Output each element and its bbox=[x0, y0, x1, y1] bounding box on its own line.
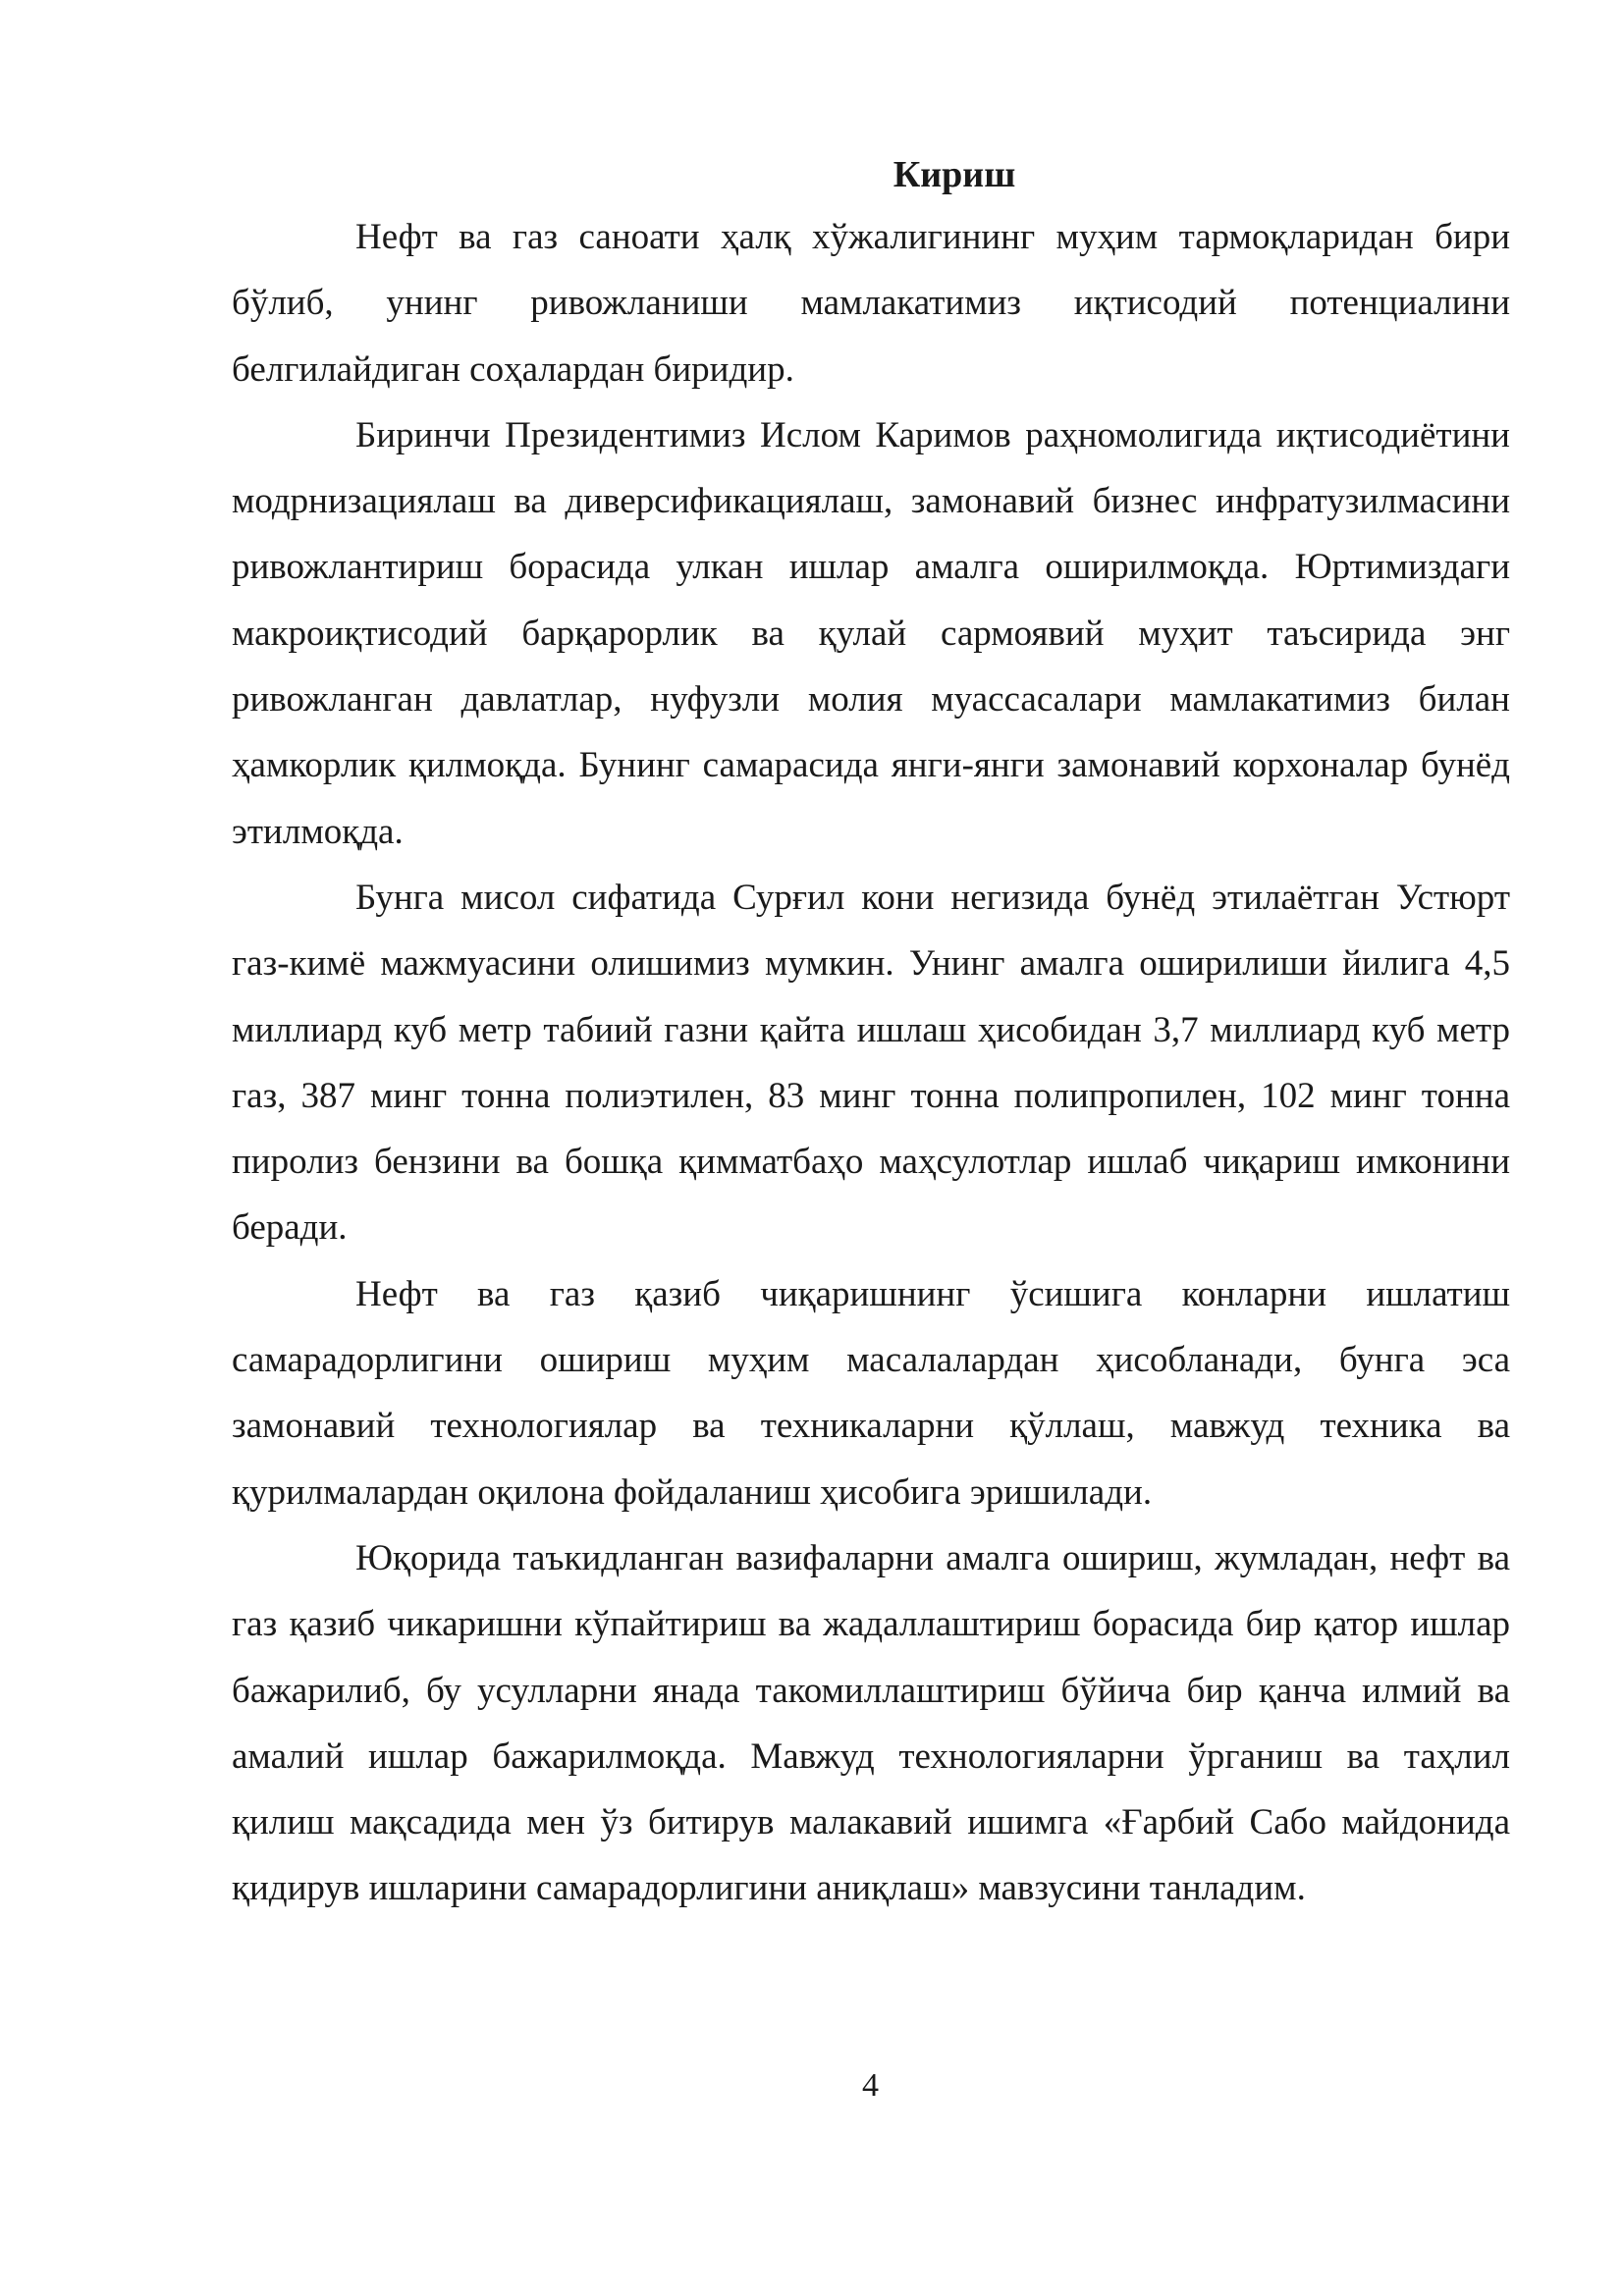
paragraph-ustyurt-example: Бунга мисол сифатида Сурғил кони негизида бунёд этилаётган Устюрт газ-кимё мажмуасини олишимиз мумкин. Унинг амалга оширилиши йилига 4,5 миллиард куб метр табиий газни қайта ишлаш ҳисобидан 3,7 миллиард куб метр газ, 387 минг тонна полиэтилен, 83 минг тонна полипропилен, 102 минг тонна пиролиз бензини ва бошқа қимматбаҳо маҳсулотлар ишлаб чиқариш имконини беради. bbox=[232, 877, 1510, 1249]
paragraph-efficiency: Нефт ва газ қазиб чиқаришнинг ўсишига конларни ишлатиш самарадорлигини ошириш муҳим масалалардан ҳисобланади, бунга эса замонавий технологиялар ва техникаларни қўллаш, мавжуд техника ва қурилмалардан оқилона фойдаланиш ҳисобига эришилади. bbox=[232, 1273, 1510, 1513]
paragraph-thesis-topic: Юқорида таъкидланган вазифаларни амалга ошириш, жумладан, нефт ва газ қазиб чикаришни кўпайтириш ва жадаллаштириш борасида бир қатор ишлар бажарилиб, бу усулларни янада такомиллаштириш бўйича бир қанча илмий ва амалий ишлар бажарилмоқда. Мавжуд технологияларни ўрганиш ва таҳлил қилиш мақсадида мен ўз битирув малакавий ишимга «Ғарбий Сабо майдонида қидирув ишларини самарадорлигини аниқлаш» мавзусини танладим. bbox=[232, 1537, 1510, 1909]
document-body bbox=[232, 145, 1510, 1922]
paragraph-modernization: Биринчи Президентимиз Ислом Каримов раҳномолигида иқтисодиётини модрнизациялаш ва диверсификациялаш, замонавий бизнес инфратузилмасини ривожлантириш борасида улкан ишлар амалга оширилмоқда. Юртимиздаги макроиқтисодий барқарорлик ва қулай сармоявий муҳит таъсирида энг ривожланган давлатлар, нуфузли молия муассасалари мамлакатимиз билан ҳамкорлик қилмоқда. Бунинг самарасида янги-янги замонавий корхоналар бунёд этилмоқда. bbox=[232, 414, 1510, 852]
section-heading: Кириш bbox=[893, 154, 1016, 195]
paragraph-intro: Нефт ва газ саноати ҳалқ хўжалигининг муҳим тармоқларидан бири бўлиб, унинг ривожланиши мамлакатимиз иқтисодий потенциалини белгилайдиган соҳалардан биридир. bbox=[232, 217, 1510, 390]
page-number: 4 bbox=[862, 2067, 879, 2104]
